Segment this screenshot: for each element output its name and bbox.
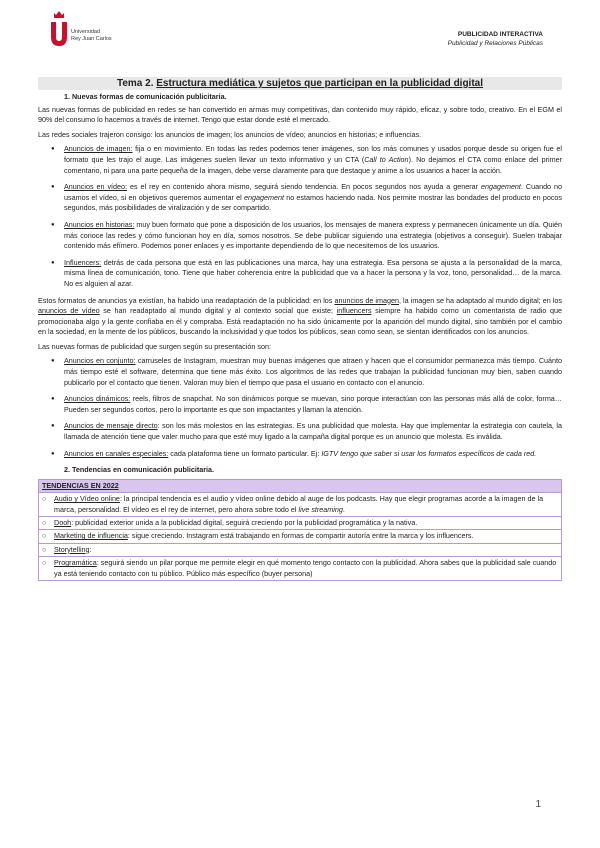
- topic-title: Tema 2. Estructura mediática y sujetos que participan en la publicidad digital: [38, 77, 562, 90]
- trends-table: [38, 479, 562, 581]
- paragraph: Las nuevas formas de publicidad que surgen según su presentación son:: [38, 341, 271, 351]
- list-item: ● Anuncios en historias: muy buen formato que pone a disposición de los usuarios, los mensajes de manera express y permanecen únicamente un día. Quién más conoce las redes y cómo funcionan hoy en día, somos nosotros. Se debe publicar siguiendo una estrategia (objetivos a conseguir). Suelen trabajar contenido más efímero. Podemos poner enlaces y es importante dependiendo de lo que necesitemos de los usuarios.: [38, 220, 562, 252]
- section-heading-1: 1. Nuevas formas de comunicación publicitaria.: [64, 92, 227, 101]
- paragraph: Las nuevas formas de publicidad en redes se han convertido en armas muy competitivas, dan contenido muy rápido, eficaz, y sobre todo, creativo. En el EGM el 90% del consumo lo hacemos a través de internet. Tengo que estar donde esté el mercado.: [38, 104, 562, 125]
- document-body: [38, 77, 562, 581]
- table-row: ○ Dooh: publicidad exterior unida a la publicidad digital, seguirá creciendo por la publicidad programática y la nativa.: [39, 517, 562, 530]
- list-item: ● Influencers: detrás de cada persona que está en las publicaciones una marca, hay una estrategia. Esa persona se ajusta a la personalidad de la marca, misma línea de comunicación, tono. Tiene que haber coherencia entre la publicidad que va a hacer la persona y la voz, tono, personalidad… de la marca. No es alguien al azar.: [38, 258, 562, 290]
- u-logo-icon: [51, 22, 67, 46]
- section-heading-2: 2. Tendencias en comunicación publicitaria.: [64, 465, 215, 475]
- circle-bullet-icon: ○: [42, 494, 47, 504]
- list-item: ● Anuncios de mensaje directo: son los más molestos en las estrategias. Es una publicidad que molesta. Hay que implementar la estrategia con cautela, la llamada de atención tiene que valer mucho para que esté muy ligado a la campaña digital porque es un anuncio que molesta. Es inválida.: [38, 421, 562, 442]
- page-header: [448, 30, 543, 48]
- presentation-list: [38, 356, 562, 459]
- list-item: ● Anuncios dinámicos: reels, filtros de snapchat. No son dinámicos porque se muevan, sino porque interactúan con las personas más allá de color, forma… Pueden ser segundos cortos, pero lo importante es que son impactantes y llaman la atención.: [38, 394, 562, 415]
- table-header: TENDENCIAS EN 2022: [39, 479, 562, 492]
- list-item: ● Anuncios en conjunto: carruseles de Instagram, muestran muy buenas imágenes que atraen y hacen que el consumidor permanezca más tiempo. Cuánto más tiempo esté el software, determina que tiene más éxito. Los algoritmos de las redes que trabajan la publicidad funcionan muy bien, saben cuando publicarlo por el contacto que tienen. Valoran muy bien el tiempo que pasa el usuario en contacto con el anuncio.: [38, 356, 562, 388]
- ad-types-list: [38, 144, 562, 289]
- list-item: ● Anuncios de imagen: fija o en movimiento. En todas las redes podemos tener imágenes, son los más comunes y usados porque desde su origen fue el formato que les trajo el auge. Las imágenes suelen llevar un texto informativo y un CTA (Call to Action). No dejamos el CTA como enlace del primer comentario, ni para una parte pequeña de la imagen, debe verse claramente para que destaque y anime a los usuarios a hacer la acción.: [38, 144, 562, 176]
- circle-bullet-icon: ○: [42, 558, 47, 568]
- course-subtitle: Publicidad y Relaciones Públicas: [447, 40, 543, 47]
- page-number: 1: [535, 799, 541, 810]
- paragraph: Estos formatos de anuncios ya existían, ha habido una readaptación de la publicidad: en los anuncios de imagen, la imagen se ha adaptado al mundo digital; en los anuncios de vídeo se han readaptado al mundo digital y al contexto social que existe; influencers siempre ha habido como un comentarista de radio que promocionaba algo y la gente confiaba en él y compraba. Está readaptación no ha sido únicamente por la aparición del mundo digital, sino también por el cambio en la sociedad, en la mente de los públicos, buscando la inclusividad y que todos los públicos, sean como sean, se sientan identificados con los anuncios.: [38, 295, 563, 337]
- circle-bullet-icon: ○: [42, 544, 47, 554]
- list-item: ● Anuncios en vídeo: es el rey en contenido ahora mismo, seguirá siendo tendencia. En pocos segundos nos ayuda a generar engagement. Cuando no usamos el vídeo, si en objetivos queremos aumentar el engagement no estamos haciendo nada. Nos permite mostrar las bondades del producto en pocos segundos, más posibilidades de viralización y de ser compartido.: [38, 182, 562, 214]
- circle-bullet-icon: ○: [42, 518, 47, 528]
- table-row: ○ Programática: seguirá siendo un pilar porque me permite elegir en qué momento tengo contacto con la publicidad. Ahora sabes que la publicidad sale cuando ya está teniendo contacto con tu público. Público más específico (buyer persona): [39, 557, 562, 581]
- paragraph: Las redes sociales trajeron consigo: los anuncios de imagen; los anuncios de vídeo; anuncios en historias; e influencias.: [38, 129, 422, 139]
- table-row: ○ Audio y Vídeo online: la principal tendencia es el audio y vídeo online debido al auge de los podcasts. Hay que elegir programas acorde a la imagen de la marca, personalidad. El vídeo es el rey de internet, pero ahora sobre todo el live streaming.: [39, 493, 562, 517]
- circle-bullet-icon: ○: [42, 531, 47, 541]
- university-logo: [51, 10, 121, 50]
- crown-icon: [53, 10, 65, 19]
- course-title: PUBLICIDAD INTERACTIVA: [457, 31, 543, 38]
- table-row: ○ Marketing de influencia: sigue creciendo. Instagram está trabajando en formas de compartir autoría entre la marca y los influencers.: [39, 530, 562, 543]
- university-name: Universidad Rey Juan Carlos: [71, 29, 112, 42]
- table-row: ○ Storytelling:: [39, 543, 562, 556]
- list-item: ● Anuncios en canales especiales: cada plataforma tiene un formato particular. Ej: IGTV tengo que saber si usar los formatos específicos de cada red.: [38, 449, 562, 460]
